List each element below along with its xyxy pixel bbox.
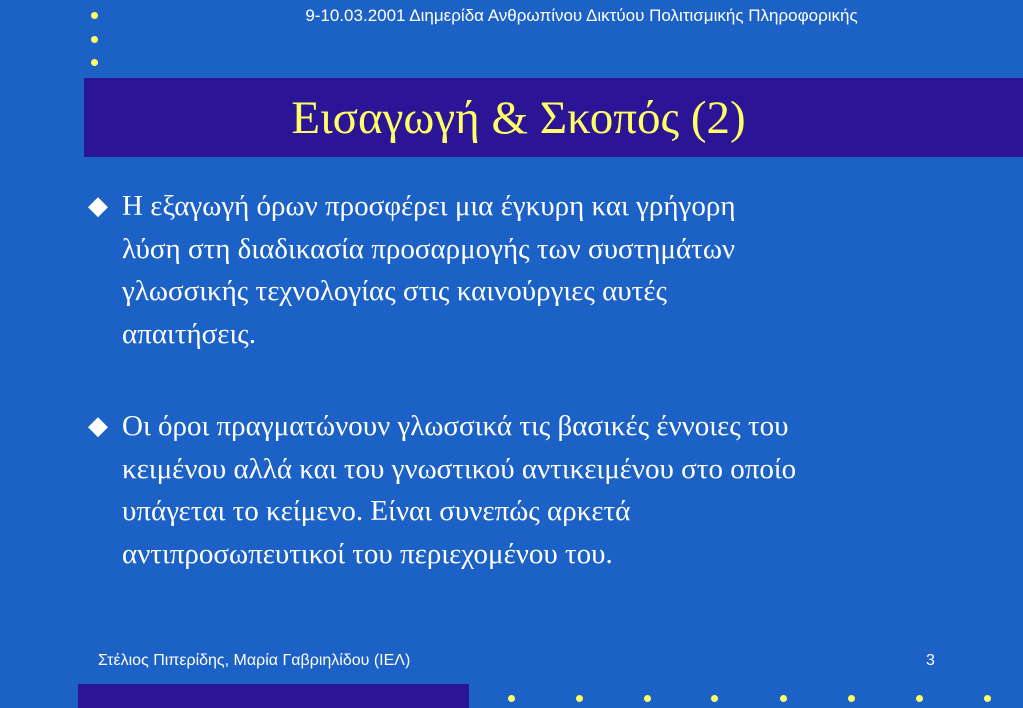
bullet-line: γλωσσικής τεχνολογίας στις καινούργιες αυτές xyxy=(122,275,667,307)
bullet-line: Οι όροι πραγματώνουν γλωσσικά τις βασικές έννοιες του xyxy=(122,410,789,442)
decorative-dot xyxy=(711,695,718,702)
decorative-dot xyxy=(576,695,583,702)
bottom-bar xyxy=(78,684,469,708)
bullet-line: κειμένου αλλά και του γνωστικού αντικειμένου στο οποίο xyxy=(122,452,797,485)
decorative-dot xyxy=(508,695,515,702)
bullet-line: αντιπροσωπευτικοί του περιεχομένου του. xyxy=(122,537,613,570)
decorative-dot xyxy=(780,695,787,702)
bullet-list xyxy=(88,185,988,575)
slide-header: 9-10.03.2001 Διημερίδα Ανθρωπίνου Δικτύου Πολιτισμικής Πληροφορικής xyxy=(305,6,858,25)
diamond-bullet-icon: ◆ xyxy=(88,191,108,220)
bullet-line: απαιτήσεις. xyxy=(122,317,256,350)
bullet-item xyxy=(88,405,988,575)
diamond-bullet-icon: ◆ xyxy=(88,411,108,440)
decorative-dot xyxy=(91,59,98,66)
page-number: 3 xyxy=(926,652,935,669)
decorative-dot xyxy=(916,695,923,702)
bullet-line: λύση στη διαδικασία προσαρμογής των συστημάτων xyxy=(122,232,736,265)
footer-authors: Στέλιος Πιπερίδης, Μαρία Γαβριηλίδου (ΙΕΛ) xyxy=(98,652,411,669)
slide-title: Εισαγωγή & Σκοπός (2) xyxy=(291,91,746,144)
decorative-dot xyxy=(91,36,98,43)
decorative-dot xyxy=(848,695,855,702)
decorative-dot xyxy=(984,695,991,702)
decorative-dot xyxy=(644,695,651,702)
bullet-line: Η εξαγωγή όρων προσφέρει μια έγκυρη και γρήγορη xyxy=(122,190,736,222)
bullet-line: υπάγεται το κείμενο. Είναι συνεπώς αρκετά xyxy=(122,495,631,527)
bullet-item xyxy=(88,185,988,355)
